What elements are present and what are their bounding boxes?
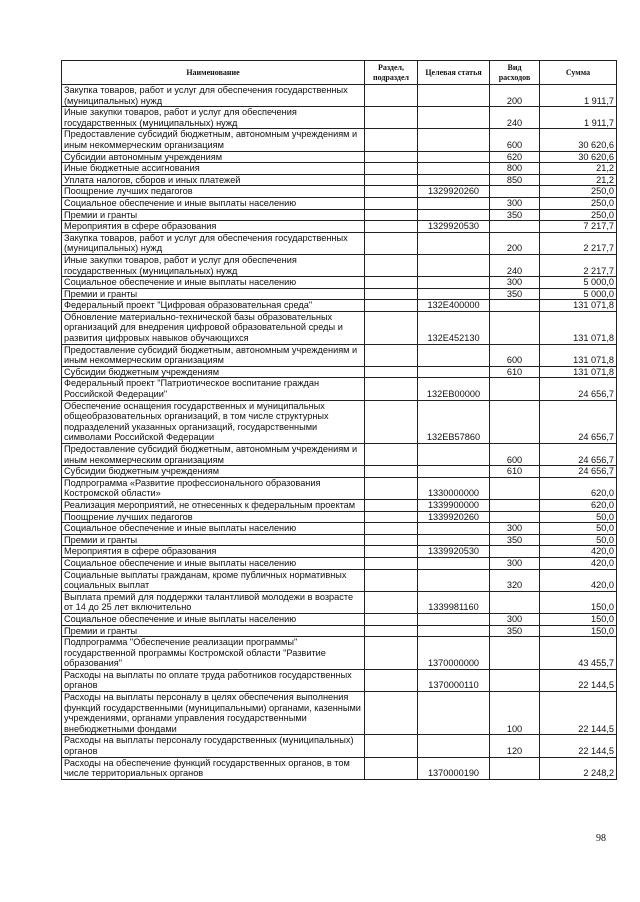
row-expense-type-cell: 300 [490,523,540,535]
row-target-cell [418,534,490,546]
row-section-cell [365,107,418,129]
row-target-cell: 1330000000 [418,477,490,499]
row-section-cell [365,85,418,107]
table-row [62,523,617,535]
row-name-cell: Субсидии бюджетным учреждениям [62,366,365,378]
table-row [62,174,617,186]
row-target-cell: 1339981160 [418,591,490,613]
row-sum-cell: 30 620,6 [540,151,617,163]
header-sum: Сумма [540,61,617,85]
table-row [62,591,617,613]
row-sum-cell: 5 000,0 [540,277,617,289]
row-section-cell [365,466,418,478]
row-expense-type-cell [490,499,540,511]
row-section-cell [365,129,418,151]
table-header-row [62,61,617,85]
row-target-cell [418,197,490,209]
row-target-cell [418,444,490,466]
table-row [62,311,617,344]
row-expense-type-cell: 240 [490,107,540,129]
row-target-cell [418,366,490,378]
row-section-cell [365,288,418,300]
row-expense-type-cell: 600 [490,129,540,151]
row-expense-type-cell [490,400,540,443]
row-target-cell [418,344,490,366]
row-sum-cell: 2 217,7 [540,232,617,254]
row-expense-type-cell: 200 [490,232,540,254]
row-sum-cell: 21,2 [540,163,617,175]
table-row [62,757,617,779]
row-sum-cell: 1 911,7 [540,85,617,107]
table-row [62,129,617,151]
row-sum-cell: 24 656,7 [540,466,617,478]
row-expense-type-cell [490,477,540,499]
row-sum-cell: 420,0 [540,557,617,569]
row-expense-type-cell: 200 [490,85,540,107]
row-name-cell: Социальное обеспечение и иные выплаты населению [62,557,365,569]
header-target: Целевая статья [418,61,490,85]
row-section-cell [365,344,418,366]
table-row [62,288,617,300]
row-name-cell: Мероприятия в сфере образования [62,546,365,558]
row-expense-type-cell: 120 [490,735,540,757]
table-row [62,107,617,129]
row-section-cell [365,557,418,569]
row-expense-type-cell: 620 [490,151,540,163]
row-target-cell [418,85,490,107]
row-sum-cell: 43 455,7 [540,637,617,670]
table-body [62,85,617,780]
row-name-cell: Иные закупки товаров, работ и услуг для обеспечения государственных (муниципальных) нужд [62,254,365,276]
row-name-cell: Обновление материально-технической базы образовательных организаций для внедрения цифровой образовательной среды и развития цифровых навыков обучающихся [62,311,365,344]
row-section-cell [365,511,418,523]
row-name-cell: Реализация мероприятий, не отнесенных к федеральным проектам [62,499,365,511]
table-row [62,557,617,569]
row-target-cell [418,288,490,300]
row-sum-cell: 131 071,8 [540,366,617,378]
row-sum-cell: 50,0 [540,511,617,523]
row-sum-cell: 50,0 [540,523,617,535]
row-sum-cell: 620,0 [540,477,617,499]
row-section-cell [365,534,418,546]
row-expense-type-cell: 800 [490,163,540,175]
row-name-cell: Иные закупки товаров, работ и услуг для обеспечения государственных (муниципальных) нужд [62,107,365,129]
row-name-cell: Субсидии автономным учреждениям [62,151,365,163]
row-target-cell: 1329920530 [418,221,490,233]
row-section-cell [365,209,418,221]
row-name-cell: Подпрограмма "Обеспечение реализации программы" государственной программы Костромской области "Развитие образования" [62,637,365,670]
row-section-cell [365,300,418,312]
row-section-cell [365,378,418,400]
row-sum-cell: 50,0 [540,534,617,546]
row-target-cell [418,151,490,163]
table-row [62,344,617,366]
row-expense-type-cell [490,300,540,312]
row-name-cell: Иные бюджетные ассигнования [62,163,365,175]
table-row [62,151,617,163]
budget-table-sheet [61,60,616,780]
row-expense-type-cell [490,378,540,400]
row-expense-type-cell: 850 [490,174,540,186]
row-expense-type-cell: 300 [490,613,540,625]
row-target-cell [418,209,490,221]
row-section-cell [365,366,418,378]
row-expense-type-cell: 240 [490,254,540,276]
row-target-cell [418,107,490,129]
table-row [62,221,617,233]
row-expense-type-cell: 350 [490,209,540,221]
header-expense-type: Вид расходов [490,61,540,85]
row-section-cell [365,277,418,289]
row-sum-cell: 131 071,8 [540,300,617,312]
row-name-cell: Поощрение лучших педагогов [62,186,365,198]
table-row [62,163,617,175]
row-sum-cell: 131 071,8 [540,344,617,366]
row-section-cell [365,692,418,735]
table-row [62,186,617,198]
row-section-cell [365,523,418,535]
row-expense-type-cell [490,669,540,691]
row-expense-type-cell: 600 [490,444,540,466]
row-expense-type-cell [490,591,540,613]
row-target-cell: 1339900000 [418,499,490,511]
row-section-cell [365,254,418,276]
row-sum-cell: 24 656,7 [540,400,617,443]
row-name-cell: Расходы на выплаты по оплате труда работников государственных органов [62,669,365,691]
table-row [62,209,617,221]
row-expense-type-cell: 300 [490,557,540,569]
table-row [62,85,617,107]
row-name-cell: Выплата премий для поддержки талантливой молодежи в возрасте от 14 до 25 лет включительно [62,591,365,613]
row-target-cell [418,569,490,591]
table-row [62,534,617,546]
row-name-cell: Уплата налогов, сборов и иных платежей [62,174,365,186]
row-expense-type-cell: 610 [490,466,540,478]
header-section: Раздел, подраздел [365,61,418,85]
row-sum-cell: 2 248,2 [540,757,617,779]
row-target-cell: 132EB00000 [418,378,490,400]
row-target-cell [418,466,490,478]
row-sum-cell: 150,0 [540,591,617,613]
row-name-cell: Закупка товаров, работ и услуг для обеспечения государственных (муниципальных) нужд [62,85,365,107]
row-name-cell: Федеральный проект "Патриотическое воспитание граждан Российской Федерации" [62,378,365,400]
table-row [62,613,617,625]
table-row [62,569,617,591]
header-name: Наименование [62,61,365,85]
row-name-cell: Расходы на выплаты персоналу государственных (муниципальных) органов [62,735,365,757]
row-section-cell [365,546,418,558]
row-sum-cell: 420,0 [540,546,617,558]
row-sum-cell: 2 217,7 [540,254,617,276]
row-sum-cell: 30 620,6 [540,129,617,151]
row-section-cell [365,499,418,511]
row-name-cell: Социальные выплаты гражданам, кроме публичных нормативных социальных выплат [62,569,365,591]
row-expense-type-cell: 300 [490,277,540,289]
row-name-cell: Мероприятия в сфере образования [62,221,365,233]
page-number: 98 [596,833,606,844]
table-row [62,254,617,276]
row-name-cell: Премии и гранты [62,288,365,300]
row-expense-type-cell [490,637,540,670]
table-row [62,499,617,511]
table-row [62,197,617,209]
row-name-cell: Расходы на выплаты персоналу в целях обеспечения выполнения функций государственными (муниципальными) органами, казенными учреждениями, органами управления государственными внебюджетными фондами [62,692,365,735]
table-row [62,669,617,691]
row-sum-cell: 22 144,5 [540,692,617,735]
row-section-cell [365,625,418,637]
table-row [62,692,617,735]
row-target-cell [418,523,490,535]
row-name-cell: Премии и гранты [62,625,365,637]
row-name-cell: Закупка товаров, работ и услуг для обеспечения государственных (муниципальных) нужд [62,232,365,254]
row-target-cell [418,277,490,289]
row-target-cell [418,613,490,625]
table-row [62,400,617,443]
row-sum-cell: 250,0 [540,209,617,221]
row-section-cell [365,444,418,466]
table-row [62,300,617,312]
row-sum-cell: 22 144,5 [540,669,617,691]
table-row [62,232,617,254]
row-section-cell [365,591,418,613]
row-sum-cell: 131 071,8 [540,311,617,344]
row-section-cell [365,669,418,691]
row-name-cell: Социальное обеспечение и иные выплаты населению [62,613,365,625]
row-target-cell [418,129,490,151]
row-sum-cell: 250,0 [540,186,617,198]
row-section-cell [365,735,418,757]
row-section-cell [365,163,418,175]
row-expense-type-cell [490,511,540,523]
row-expense-type-cell [490,186,540,198]
row-expense-type-cell: 600 [490,344,540,366]
row-target-cell [418,625,490,637]
row-name-cell: Премии и гранты [62,534,365,546]
table-row [62,637,617,670]
row-sum-cell: 7 217,7 [540,221,617,233]
row-target-cell [418,692,490,735]
row-sum-cell: 24 656,7 [540,444,617,466]
row-section-cell [365,569,418,591]
table-row [62,477,617,499]
row-expense-type-cell: 320 [490,569,540,591]
row-name-cell: Федеральный проект "Цифровая образовательная среда" [62,300,365,312]
table-row [62,625,617,637]
row-sum-cell: 150,0 [540,625,617,637]
row-name-cell: Предоставление субсидий бюджетным, автономным учреждениям и иным некоммерческим организациям [62,344,365,366]
row-target-cell: 1370000110 [418,669,490,691]
row-sum-cell: 420,0 [540,569,617,591]
row-expense-type-cell: 100 [490,692,540,735]
row-target-cell [418,557,490,569]
table-row [62,511,617,523]
row-target-cell [418,163,490,175]
row-name-cell: Поощрение лучших педагогов [62,511,365,523]
row-expense-type-cell [490,757,540,779]
row-target-cell: 1370000000 [418,637,490,670]
row-expense-type-cell: 610 [490,366,540,378]
row-expense-type-cell [490,221,540,233]
row-name-cell: Социальное обеспечение и иные выплаты населению [62,523,365,535]
table-row [62,735,617,757]
row-target-cell: 1339920530 [418,546,490,558]
table-row [62,546,617,558]
row-sum-cell: 150,0 [540,613,617,625]
row-sum-cell: 22 144,5 [540,735,617,757]
budget-table [61,60,617,780]
row-section-cell [365,613,418,625]
row-name-cell: Социальное обеспечение и иные выплаты населению [62,277,365,289]
row-section-cell [365,400,418,443]
row-section-cell [365,232,418,254]
row-section-cell [365,197,418,209]
row-target-cell: 132E400000 [418,300,490,312]
row-target-cell: 1339920260 [418,511,490,523]
row-sum-cell: 620,0 [540,499,617,511]
row-name-cell: Обеспечение оснащения государственных и муниципальных общеобразовательных организаций, в том числе структурных подразделений указанных организаций, государственными символами Российской Федерации [62,400,365,443]
row-name-cell: Предоставление субсидий бюджетным, автономным учреждениям и иным некоммерческим организациям [62,129,365,151]
row-name-cell: Субсидии бюджетным учреждениям [62,466,365,478]
row-name-cell: Подпрограмма «Развитие профессионального образования Костромской области» [62,477,365,499]
row-expense-type-cell: 350 [490,288,540,300]
row-name-cell: Расходы на обеспечение функций государственных органов, в том числе территориальных органов [62,757,365,779]
row-expense-type-cell: 350 [490,534,540,546]
row-section-cell [365,477,418,499]
row-target-cell [418,735,490,757]
table-row [62,466,617,478]
row-sum-cell: 5 000,0 [540,288,617,300]
row-section-cell [365,311,418,344]
row-sum-cell: 250,0 [540,197,617,209]
row-target-cell: 1370000190 [418,757,490,779]
row-section-cell [365,637,418,670]
row-target-cell [418,174,490,186]
row-name-cell: Социальное обеспечение и иные выплаты населению [62,197,365,209]
table-row [62,366,617,378]
row-expense-type-cell [490,311,540,344]
row-target-cell [418,232,490,254]
table-row [62,378,617,400]
row-sum-cell: 24 656,7 [540,378,617,400]
row-name-cell: Предоставление субсидий бюджетным, автономным учреждениям и иным некоммерческим организациям [62,444,365,466]
row-target-cell [418,254,490,276]
row-section-cell [365,174,418,186]
row-expense-type-cell: 300 [490,197,540,209]
row-target-cell: 132E452130 [418,311,490,344]
row-expense-type-cell [490,546,540,558]
row-sum-cell: 1 911,7 [540,107,617,129]
row-section-cell [365,221,418,233]
row-expense-type-cell: 350 [490,625,540,637]
row-section-cell [365,186,418,198]
table-row [62,277,617,289]
row-target-cell: 1329920260 [418,186,490,198]
row-name-cell: Премии и гранты [62,209,365,221]
row-target-cell: 132EB57860 [418,400,490,443]
table-row [62,444,617,466]
row-section-cell [365,151,418,163]
row-sum-cell: 21,2 [540,174,617,186]
row-section-cell [365,757,418,779]
